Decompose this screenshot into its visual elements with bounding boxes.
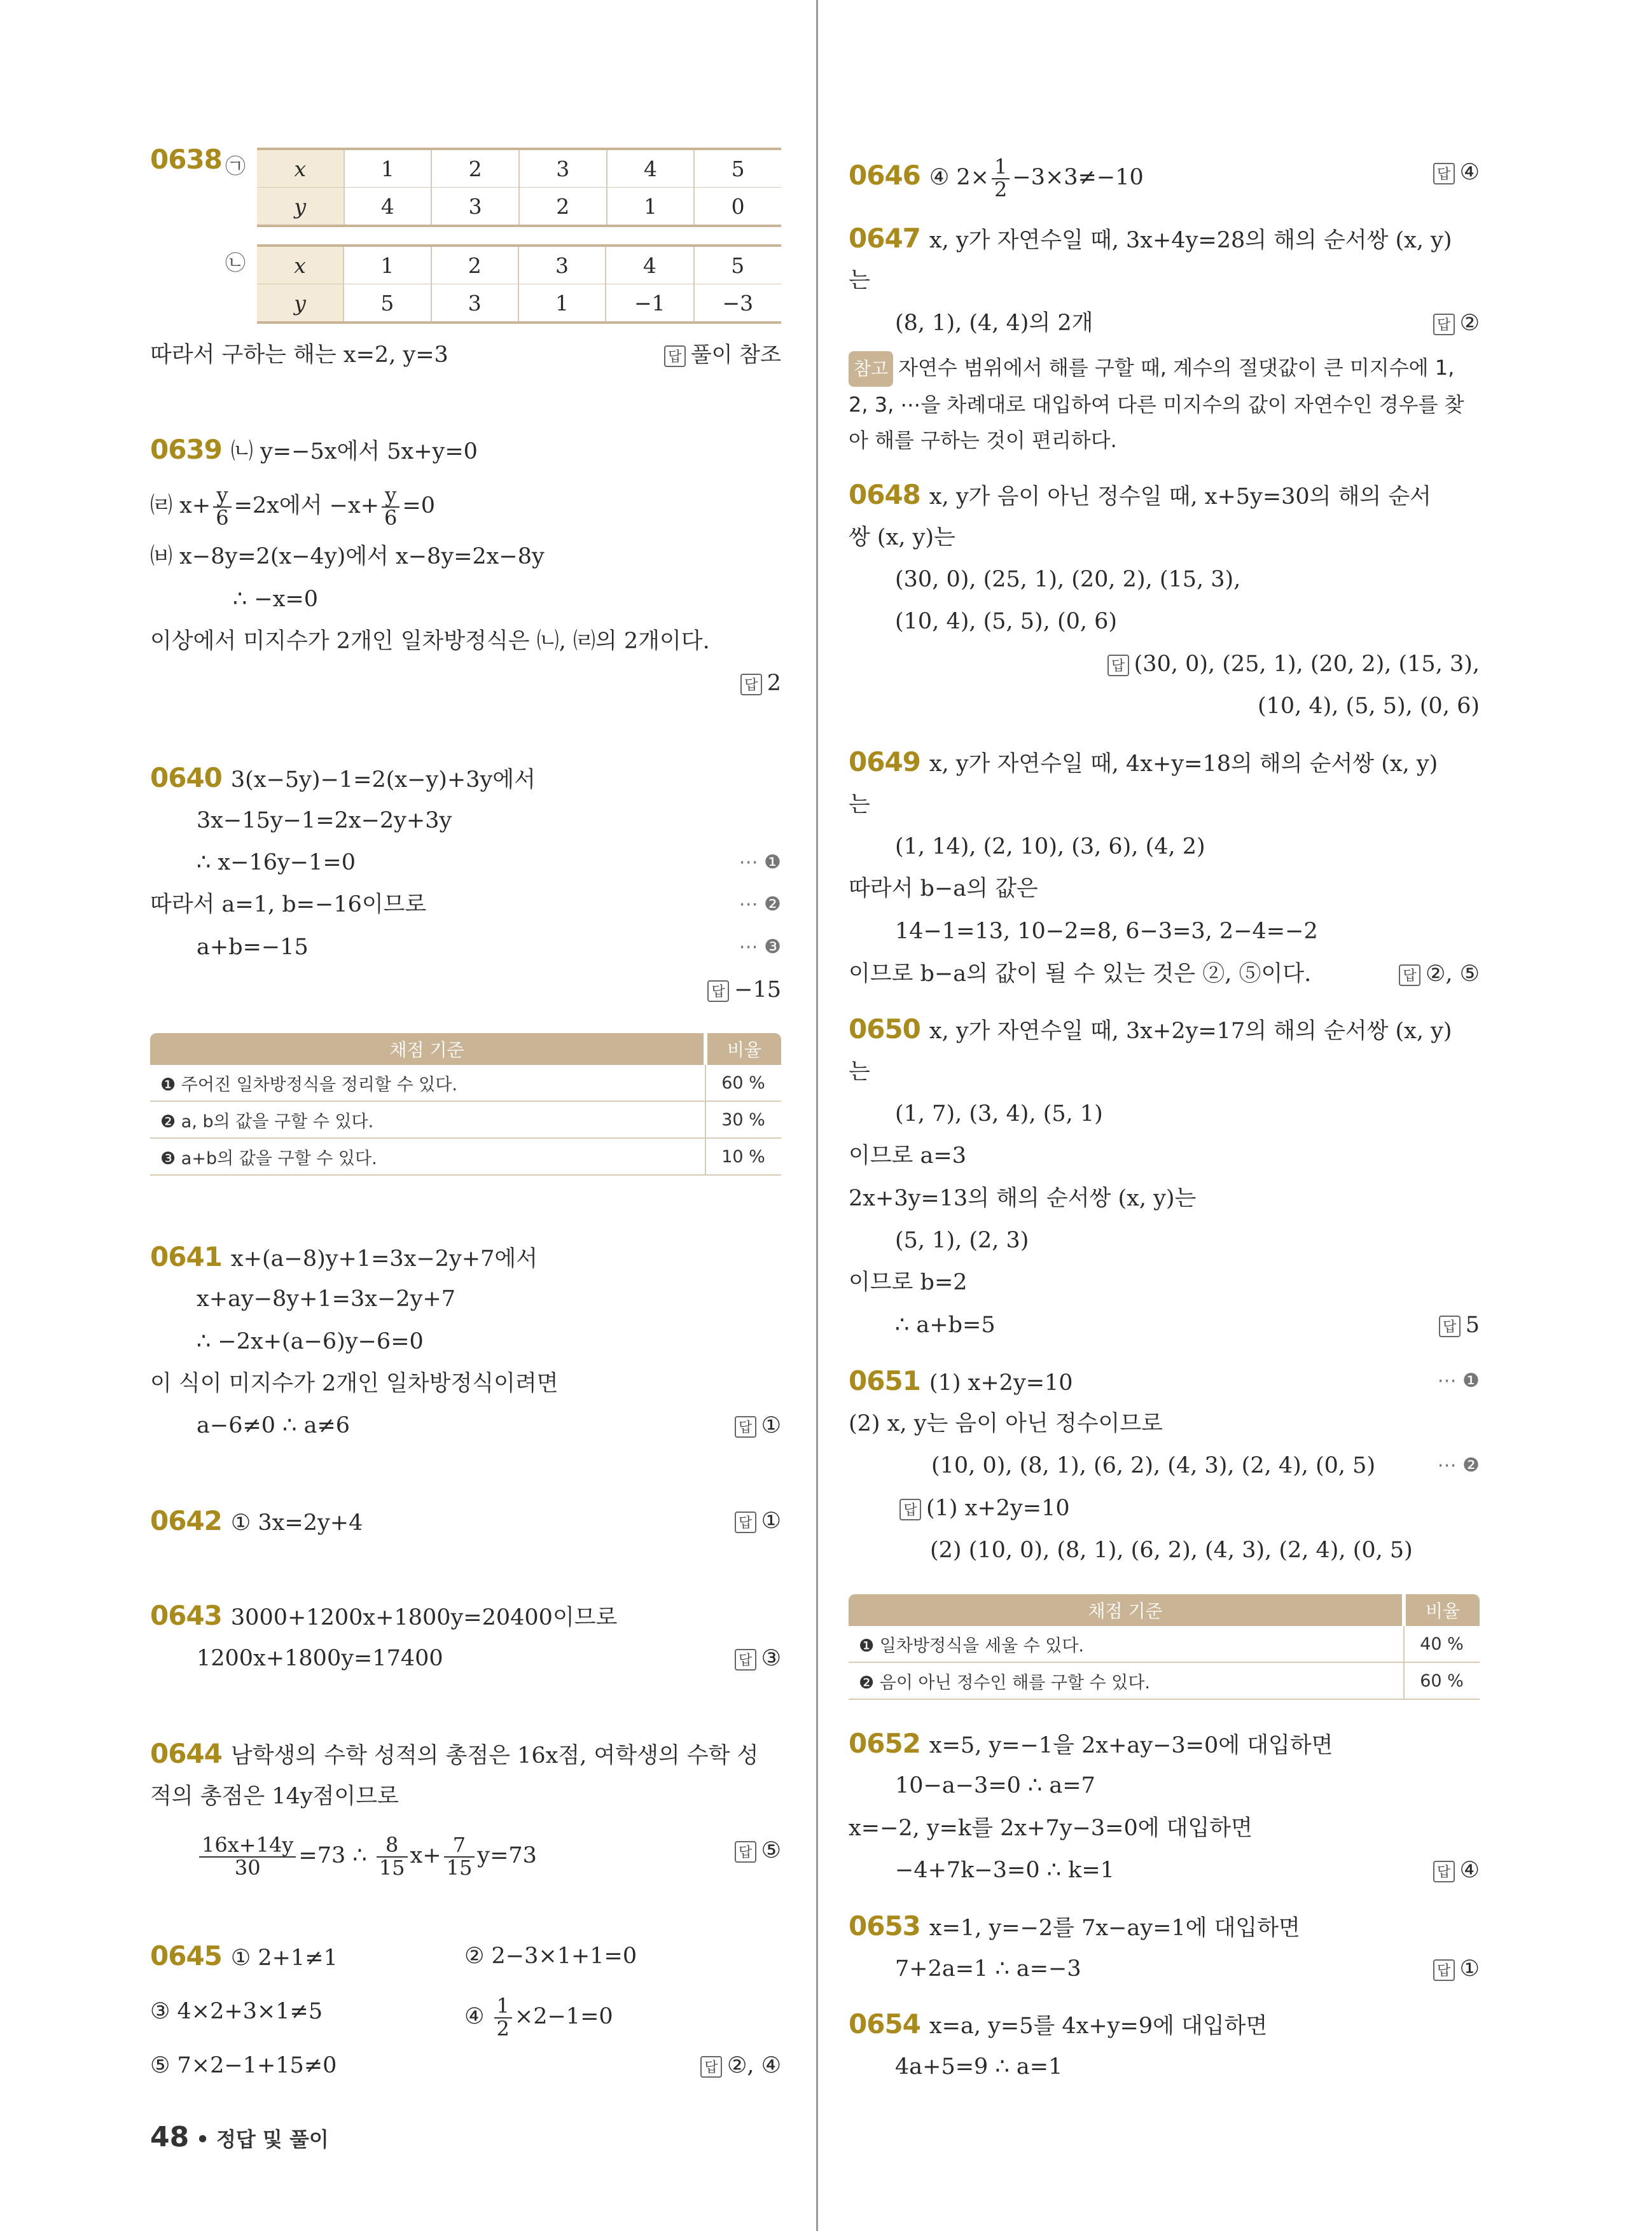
fraction: $\frac{16x+14y}{30}$ xyxy=(199,1835,296,1879)
table-cell: −1 xyxy=(606,284,693,323)
answer-line: (10, 4), (5, 5), (0, 6) xyxy=(1257,693,1480,719)
solution-line: 는 xyxy=(849,1059,870,1085)
answer-icon: 답 xyxy=(735,1512,756,1533)
solution-line: −4+7k−3=0 ∴ k=1 답 ④ xyxy=(849,1854,1480,1886)
step-marker: ⋯ ❸ xyxy=(739,936,781,958)
fraction: $\frac{7}{15}$ xyxy=(444,1835,475,1879)
page-footer xyxy=(150,2121,329,2153)
fraction: $\frac{1}{2}$ xyxy=(494,1996,512,2040)
xy-table-a xyxy=(257,148,781,227)
solution-line: 적의 총점은 14y점이므로 xyxy=(150,1784,399,1809)
table-cell: 3 xyxy=(431,284,518,323)
answer-box: 답 ② xyxy=(1433,307,1480,339)
problem-0643: 0643 3000+1200x+1800y=20400이므로 xyxy=(150,1600,618,1631)
answer-icon: 답 xyxy=(735,1649,756,1671)
table-cell: 3 xyxy=(518,246,606,284)
answer-icon: 답 xyxy=(1433,1959,1455,1981)
solution-line: 따라서 a=1, b=−16이므로 ⋯ ❷ xyxy=(150,889,781,921)
note-badge: 참고 xyxy=(849,351,893,387)
table-cell: 5 xyxy=(694,149,781,188)
grading-header: 채점 기준 xyxy=(150,1033,705,1065)
step-marker: ⋯ ❷ xyxy=(1437,1454,1480,1477)
solution-line: ③ 4×2+3×1≠5 ④ $\frac{1}{2}$ ×2−1=0 xyxy=(150,1994,613,2041)
table-cell: y xyxy=(257,188,344,226)
table-row: ❶ 주어진 일차방정식을 정리할 수 있다. 60 % xyxy=(150,1065,781,1101)
table-cell: 5 xyxy=(344,284,431,323)
problem-0641: 0641 x+(a−8)y+1=3x−2y+7에서 xyxy=(150,1241,538,1272)
answer-line: (2) (10, 0), (8, 1), (6, 2), (4, 3), (2, 4), (0, 5) xyxy=(930,1538,1413,1563)
answer-box: 답 ③ xyxy=(735,1643,781,1674)
solution-line: 따라서 구하는 해는 x=2, y=3 답 풀이 참조 xyxy=(150,339,781,371)
problem-0646: 0646 ④ 2× $\frac{1}{2}$ −3×3≠−10 답 ④ xyxy=(849,155,1480,202)
answer-box: 답 ① xyxy=(735,1505,781,1537)
solution-line: 는 xyxy=(849,792,870,817)
solution-line: ∴ −x=0 xyxy=(233,587,319,612)
solution-line: (10, 0), (8, 1), (6, 2), (4, 3), (2, 4), (0, 5) ⋯ ❷ xyxy=(849,1450,1480,1482)
table-cell: y xyxy=(257,284,344,323)
answer-icon: 답 xyxy=(1439,1316,1461,1337)
answer-icon: 답 xyxy=(1399,964,1420,986)
solution-line: $\frac{16x+14y}{30}$ =73 ∴ $\frac{8}{15}$ x+ $\frac{7}{15}$ y=73 답 ⑤ xyxy=(150,1835,781,1879)
answer-icon: 답 xyxy=(664,345,686,367)
grading-table-0640 xyxy=(150,1033,781,1176)
table-row: ❸ a+b의 값을 구할 수 있다. 10 % xyxy=(150,1138,781,1175)
table-cell: 2 xyxy=(431,149,519,188)
fraction: $\frac{1}{2}$ xyxy=(992,156,1010,200)
table-cell: 4 xyxy=(344,188,432,226)
answer-box: 답 ① xyxy=(735,1410,781,1442)
problem-0640: 0640 3(x−5y)−1=2(x−y)+3y에서 xyxy=(150,762,536,793)
solution-line: ㈃ x+ $\frac{y}{6}$ =2x에서 −x+ $\frac{y}{6}$ =0 xyxy=(150,483,436,530)
table-cell: 4 xyxy=(607,149,695,188)
note-line: 참고 자연수 범위에서 해를 구할 때, 계수의 절댓값이 큰 미지수에 1, xyxy=(849,350,1480,387)
answer-icon: 답 xyxy=(735,1416,756,1438)
answer-line: 답 (30, 0), (25, 1), (20, 2), (15, 3), xyxy=(849,648,1480,680)
answer-box: 답 ① xyxy=(1433,1953,1480,1985)
problem-0651: 0651 (1) x+2y=10 ⋯ ❶ xyxy=(849,1365,1480,1396)
problem-0642: 0642 ① 3x=2y+4 답 ① xyxy=(150,1505,781,1536)
table-cell: 1 xyxy=(607,188,695,226)
solution-line: 이 식이 미지수가 2개인 일차방정식이려면 xyxy=(150,1371,559,1396)
answer-line: 답 (1) x+2y=10 xyxy=(849,1492,1480,1524)
answer-box: 답 ②, ④ xyxy=(700,2050,781,2082)
table-cell: x xyxy=(257,149,344,188)
table-cell: 1 xyxy=(344,149,432,188)
problem-0649: 0649 x, y가 자연수일 때, 4x+y=18의 해의 순서쌍 (x, y) xyxy=(849,746,1438,777)
solution-line: (5, 1), (2, 3) xyxy=(895,1228,1029,1253)
problem-0650: 0650 x, y가 자연수일 때, 3x+2y=17의 해의 순서쌍 (x, y) xyxy=(849,1013,1452,1045)
answer-icon: 답 xyxy=(899,1499,921,1520)
solution-line: x+ay−8y+1=3x−2y+7 xyxy=(197,1286,455,1312)
answer-box: 답 풀이 참조 xyxy=(664,339,781,371)
problem-0639: 0639 ㈁ y=−5x에서 5x+y=0 xyxy=(150,434,478,465)
table-cell: 5 xyxy=(694,246,781,284)
answer-box: 답 ②, ⑤ xyxy=(1399,958,1480,990)
table-cell: 2 xyxy=(519,188,607,226)
solution-line: x=−2, y=k를 2x+7y−3=0에 대입하면 xyxy=(849,1816,1253,1841)
solution-line: (8, 1), (4, 4)의 2개 답 ② xyxy=(849,307,1480,339)
problem-0652: 0652 x=5, y=−1을 2x+ay−3=0에 대입하면 xyxy=(849,1728,1333,1759)
solution-line: 10−a−3=0 ∴ a=7 xyxy=(895,1773,1095,1798)
solution-line: 2x+3y=13의 해의 순서쌍 (x, y)는 xyxy=(849,1186,1197,1211)
solution-line: ⑤ 7×2−1+15≠0 답 ②, ④ xyxy=(150,2050,781,2082)
answer-box: 답 ④ xyxy=(1433,1854,1480,1886)
solution-line: (1, 7), (3, 4), (5, 1) xyxy=(895,1101,1103,1127)
answer-box: 답 2 xyxy=(740,667,781,699)
answer-icon: 답 xyxy=(735,1841,756,1863)
answer-icon: 답 xyxy=(1433,163,1455,184)
problem-0653: 0653 x=1, y=−2를 7x−ay=1에 대입하면 xyxy=(849,1910,1300,1942)
solution-line: (30, 0), (25, 1), (20, 2), (15, 3), xyxy=(895,567,1241,592)
fraction: $\frac{8}{15}$ xyxy=(377,1835,408,1879)
problem-0645: 0645 ① 2+1≠1 ② 2−3×1+1=0 xyxy=(150,1940,637,1971)
solution-line: 이므로 b−a의 값이 될 수 있는 것은 ②, ⑤이다. 답 ②, ⑤ xyxy=(849,958,1480,990)
table-cell: x xyxy=(257,246,344,284)
note-line: 2, 3, ⋯을 차례대로 대입하여 다른 미지수의 값이 자연수인 경우를 찾 xyxy=(849,393,1464,417)
solution-line: ㈅ x−8y=2(x−4y)에서 x−8y=2x−8y xyxy=(150,544,545,569)
solution-line: 는 xyxy=(849,268,870,293)
solution-line: 1200x+1800y=17400 답 ③ xyxy=(150,1643,781,1674)
answer-icon: 답 xyxy=(700,2056,722,2078)
table-row: ❷ a, b의 값을 구할 수 있다. 30 % xyxy=(150,1101,781,1138)
answer-icon: 답 xyxy=(1433,1861,1455,1882)
solution-line: 3x−15y−1=2x−2y+3y xyxy=(197,808,452,833)
answer-icon: 답 xyxy=(1107,655,1129,676)
solution-line: ∴ a+b=5 답 5 xyxy=(849,1309,1480,1341)
answer-box: 답 5 xyxy=(1439,1309,1480,1341)
mark-a: ㉠ xyxy=(225,154,246,178)
problem-0647: 0647 x, y가 자연수일 때, 3x+4y=28의 해의 순서쌍 (x, y) xyxy=(849,223,1452,254)
step-marker: ⋯ ❷ xyxy=(739,893,781,915)
answer-icon: 답 xyxy=(707,980,729,1002)
solution-line: 이므로 b=2 xyxy=(849,1270,968,1295)
solution-line: 14−1=13, 10−2=8, 6−3=3, 2−4=−2 xyxy=(895,919,1318,944)
solution-line: 이상에서 미지수가 2개인 일차방정식은 ㈁, ㈃의 2개이다. xyxy=(150,629,710,654)
solution-line: a−6≠0 ∴ a≠6 답 ① xyxy=(150,1410,781,1442)
table-cell: 0 xyxy=(694,188,781,226)
solution-line: (2) x, y는 음이 아닌 정수이므로 xyxy=(849,1411,1163,1436)
answer-box: 답 ④ xyxy=(1433,156,1480,188)
grading-table-0651 xyxy=(849,1594,1480,1700)
solution-line: a+b=−15 ⋯ ❸ xyxy=(150,931,781,963)
solution-line: (1, 14), (2, 10), (3, 6), (4, 2) xyxy=(895,834,1205,859)
grading-header: 채점 기준 xyxy=(849,1594,1404,1626)
mark-b: ㉡ xyxy=(225,251,246,275)
problem-0654: 0654 x=a, y=5를 4x+y=9에 대입하면 xyxy=(849,2008,1268,2040)
grading-header-pct: 비율 xyxy=(1404,1594,1480,1626)
problem-0648: 0648 x, y가 음이 아닌 정수일 때, x+5y=30의 해의 순서 xyxy=(849,479,1431,510)
solution-line: 쌍 (x, y)는 xyxy=(849,525,955,550)
problem-0644: 0644 남학생의 수학 성적의 총점은 16x점, 여학생의 수학 성 xyxy=(150,1738,759,1769)
footer-title: • 정답 및 풀이 xyxy=(196,2127,329,2151)
solution-line: (10, 4), (5, 5), (0, 6) xyxy=(895,609,1118,634)
table-cell: −3 xyxy=(694,284,781,323)
answer-box: 답 ⑤ xyxy=(735,1835,781,1866)
solution-line: 이므로 a=3 xyxy=(849,1143,967,1169)
solution-line: ∴ x−16y−1=0 ⋯ ❶ xyxy=(150,847,781,879)
table-cell: 3 xyxy=(431,188,519,226)
solution-line: 4a+5=9 ∴ a=1 xyxy=(895,2054,1063,2080)
answer-icon: 답 xyxy=(1433,314,1455,335)
table-cell: 1 xyxy=(518,284,606,323)
grading-header-pct: 비율 xyxy=(705,1033,781,1065)
answer-box: 답 −15 xyxy=(707,974,781,1006)
page-divider xyxy=(816,0,818,2231)
problem-0638-number: 0638 xyxy=(150,144,222,175)
table-cell: 1 xyxy=(344,246,431,284)
table-cell: 2 xyxy=(431,246,518,284)
solution-line: 따라서 b−a의 값은 xyxy=(849,876,1038,901)
fraction: $\frac{y}{6}$ xyxy=(213,485,231,529)
solution-line: ∴ −2x+(a−6)y−6=0 xyxy=(197,1329,424,1354)
note-line: 아 해를 구하는 것이 편리하다. xyxy=(849,428,1117,452)
table-row: ❷ 음이 아닌 정수인 해를 구할 수 있다. 60 % xyxy=(849,1662,1480,1699)
table-cell: 4 xyxy=(606,246,693,284)
xy-table-b xyxy=(257,244,781,324)
step-marker: ⋯ ❶ xyxy=(1437,1370,1480,1392)
page-number: 48 xyxy=(150,2121,190,2153)
table-row: ❶ 일차방정식을 세울 수 있다. 40 % xyxy=(849,1626,1480,1662)
solution-line: 7+2a=1 ∴ a=−3 답 ① xyxy=(849,1953,1480,1985)
answer-icon: 답 xyxy=(740,674,762,695)
fraction: $\frac{y}{6}$ xyxy=(382,485,399,529)
table-cell: 3 xyxy=(519,149,607,188)
step-marker: ⋯ ❶ xyxy=(739,851,781,873)
